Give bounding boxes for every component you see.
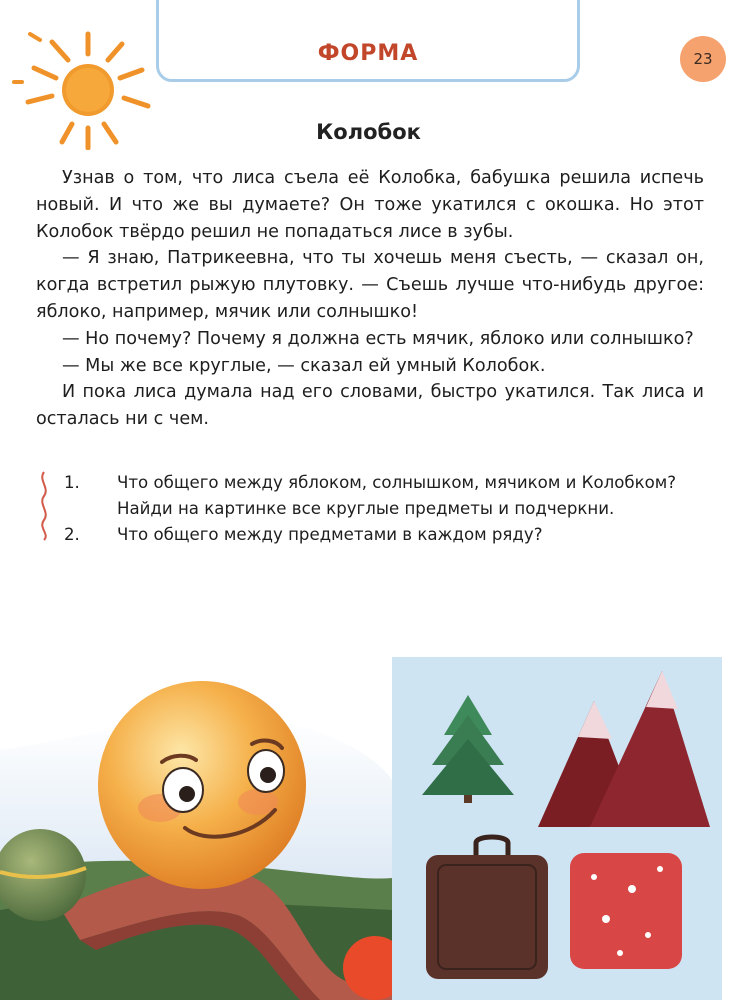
- question-text: Что общего между предметами в каждом ряду?: [117, 525, 543, 544]
- shapes-panel: [392, 657, 722, 1000]
- question-list: [36, 470, 704, 548]
- suitcase-illustration: [426, 837, 548, 979]
- story-paragraph: — Но почему? Почему я должна есть мячик, яблоко или солнышко?: [62, 328, 694, 349]
- question-item: [36, 522, 704, 548]
- pillow-illustration: [570, 853, 682, 969]
- story-text: [36, 165, 704, 433]
- section-tab: [156, 0, 580, 82]
- question-text: Что общего между яблоком, солнышком, мячиком и Колобком? Найди на картинке все круглые предметы и подчеркни.: [117, 473, 677, 518]
- story-paragraph: — Мы же все круглые, — сказал ей умный Колобок.: [62, 355, 546, 376]
- question-item: [36, 470, 704, 522]
- shapes-panel-art: [392, 657, 722, 1000]
- story-paragraph: — Я знаю, Патрикеевна, что ты хочешь меня съесть, — сказал он, когда встретил рыжую плутовку. — Съешь лучше что-нибудь другое: яблоко, например, мячик или солнышко!: [36, 248, 704, 322]
- fir-tree-illustration: [422, 695, 514, 803]
- question-number: 2.: [64, 525, 80, 544]
- story-paragraph: Узнав о том, что лиса съела её Колобка, бабушка решила испечь новый. И что же вы думаете? Он тоже укатился с окошка. Но этот Колобок твёрдо решил не попадаться лисе в зубы.: [36, 168, 704, 242]
- story-title: Колобок: [316, 120, 421, 144]
- page-number: 23: [680, 36, 726, 82]
- section-title: ФОРМА: [317, 41, 419, 66]
- question-number: 1.: [64, 473, 80, 492]
- story-paragraph: И пока лиса думала над его словами, быстро укатился. Так лиса и осталась ни с чем.: [36, 382, 704, 430]
- mountains-illustration: [538, 671, 710, 827]
